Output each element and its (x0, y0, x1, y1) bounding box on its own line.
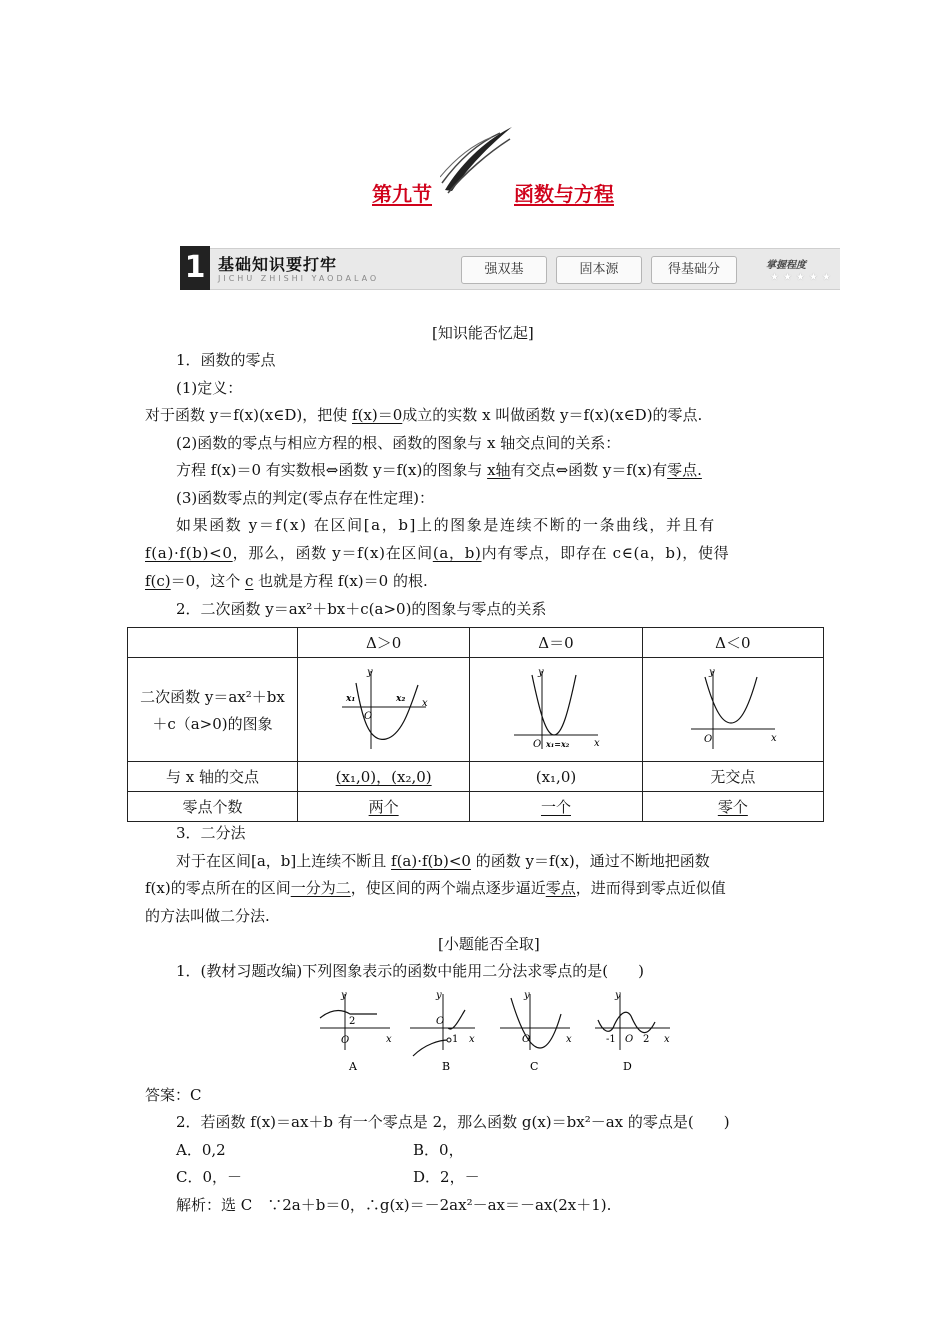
svg-text:y: y (436, 990, 442, 1001)
question-1-graphs (315, 988, 685, 1078)
table-header-empty (128, 628, 298, 658)
svg-text:O: O (625, 1034, 634, 1045)
mastery-stars: ★★★★★ (770, 272, 835, 283)
quadratic-zero-table (127, 627, 824, 822)
question-2-option-d: D．2，－ (413, 1168, 480, 1186)
svg-text:x: x (593, 737, 600, 749)
mastery-label: 掌握程度 (766, 260, 806, 271)
svg-text:y: y (615, 990, 621, 1001)
graph-no-root (642, 658, 823, 762)
bisection-title: 3．二分法 (176, 824, 246, 842)
svg-text:2: 2 (643, 1034, 650, 1045)
svg-text:O: O (703, 733, 713, 745)
bisection-line-3: 的方法叫做二分法. (145, 907, 270, 925)
svg-text:y: y (524, 990, 530, 1001)
svg-text:y: y (537, 666, 544, 678)
definition-text: 对于函数 y＝f(x)(x∈D)，把使 f(x)＝0成立的实数 x 叫做函数 y＝f(x)(x∈D)的零点. (145, 406, 703, 424)
svg-text:x: x (469, 1034, 475, 1045)
header-swoosh-logo (440, 125, 515, 195)
svg-text:x: x (664, 1034, 670, 1045)
graph-one-root (470, 658, 642, 762)
bisection-line-1: 对于在区间[a，b]上连续不断且 f(a)·f(b)<0 的函数 y＝f(x)，通过不断地把函数 (176, 852, 710, 870)
graph-option-a (320, 990, 392, 1073)
svg-text:x₂: x₂ (395, 693, 405, 704)
svg-text:x: x (421, 697, 428, 709)
count-two: 两个 (297, 792, 469, 822)
intersect-none: 无交点 (642, 762, 823, 792)
svg-text:O: O (522, 1034, 531, 1045)
count-zero: 零个 (642, 792, 823, 822)
tab-qiangshuangji[interactable]: 强双基 (461, 256, 547, 284)
svg-text:x₁: x₁ (345, 693, 355, 704)
question-1-answer: 答案：C (145, 1086, 202, 1104)
intersect-two: (x₁,0)，(x₂,0) (297, 762, 469, 792)
table-header-delta-negative: Δ＜0 (642, 628, 823, 658)
definition-label: (1)定义： (176, 379, 243, 397)
question-2-option-c: C．0，－ (176, 1168, 243, 1186)
knowledge-heading: [知识能否忆起] (432, 324, 534, 342)
table-count-label: 零点个数 (128, 792, 298, 822)
svg-text:O: O (532, 738, 542, 750)
relation-label: (2)函数的零点与相应方程的根、函数的图象与 x 轴交点间的关系： (176, 434, 621, 452)
table-header-delta-positive: Δ＞0 (297, 628, 469, 658)
svg-text:O: O (436, 1016, 445, 1027)
judge-line-3: f(c)＝0，这个 c 也就是方程 f(x)＝0 的根. (145, 572, 428, 590)
count-one: 一个 (470, 792, 642, 822)
table-graph-label: 二次函数 y＝ax²＋bx ＋c（a>0)的图象 (128, 658, 298, 762)
graph-option-c (500, 990, 572, 1073)
intersect-one: (x₁,0) (470, 762, 642, 792)
table-intersect-label: 与 x 轴的交点 (128, 762, 298, 792)
question-2-solution: 解析：选 C ∵2a＋b＝0，∴g(x)＝－2ax²－ax＝－ax(2x＋1). (176, 1196, 612, 1214)
section-number: 第九节 (372, 184, 432, 206)
banner-subtitle: JICHU ZHISHI YAODALAO (218, 274, 380, 283)
svg-text:O: O (363, 710, 372, 722)
svg-text:1: 1 (452, 1034, 459, 1045)
question-2-option-b: B．0， (413, 1141, 464, 1159)
svg-text:O: O (341, 1035, 350, 1046)
judge-line-2: f(a)·f(b)<0，那么，函数 y＝f(x)在区间(a，b)内有零点，即存在 c∈(a，b)，使得 (145, 544, 730, 562)
tab-gubenyuan[interactable]: 固本源 (556, 256, 642, 284)
zero-point-title: 1．函数的零点 (176, 351, 276, 369)
svg-text:x: x (770, 732, 777, 744)
bisection-line-2: f(x)的零点所在的区间一分为二，使区间的两个端点逐步逼近零点，进而得到零点近似值 (145, 879, 726, 897)
svg-text:x: x (386, 1034, 392, 1045)
svg-text:B: B (442, 1060, 451, 1073)
relation-text: 方程 f(x)＝0 有实数根⇔函数 y＝f(x)的图象与 x轴有交点⇔函数 y＝f(x)有零点. (176, 461, 702, 479)
svg-text:D: D (623, 1060, 632, 1073)
svg-text:y: y (341, 990, 347, 1001)
graph-option-d (595, 990, 670, 1073)
banner-number: 1 (180, 246, 210, 290)
banner-title: 基础知识要打牢 (218, 255, 338, 274)
quadratic-title: 2．二次函数 y＝ax²＋bx＋c(a>0)的图象与零点的关系 (176, 600, 547, 618)
question-1: 1．(教材习题改编)下列图象表示的函数中能用二分法求零点的是( ) (176, 962, 644, 980)
question-2-option-a: A．0,2 (176, 1141, 226, 1159)
section-title: 函数与方程 (514, 184, 614, 206)
table-header-delta-zero: Δ＝0 (470, 628, 642, 658)
exercise-heading: [小题能否全取] (438, 935, 540, 953)
svg-text:y: y (708, 666, 715, 678)
graph-two-roots (297, 658, 469, 762)
svg-text:C: C (530, 1060, 539, 1073)
svg-text:x: x (566, 1034, 572, 1045)
graph-option-b (410, 990, 475, 1073)
tab-dejichufen[interactable]: 得基础分 (651, 256, 737, 284)
judge-label: (3)函数零点的判定(零点存在性定理)： (176, 489, 434, 507)
svg-text:x₁=x₂: x₁=x₂ (545, 738, 570, 749)
svg-text:y: y (366, 666, 373, 678)
svg-text:2: 2 (349, 1016, 356, 1027)
question-2: 2．若函数 f(x)＝ax＋b 有一个零点是 2，那么函数 g(x)＝bx²－ax 的零点是( ) (176, 1113, 730, 1131)
svg-text:-1: -1 (606, 1034, 616, 1045)
svg-text:A: A (349, 1060, 357, 1073)
judge-line-1: 如果函数 y＝f(x) 在区间[a，b]上的图象是连续不断的一条曲线，并且有 (176, 516, 716, 534)
